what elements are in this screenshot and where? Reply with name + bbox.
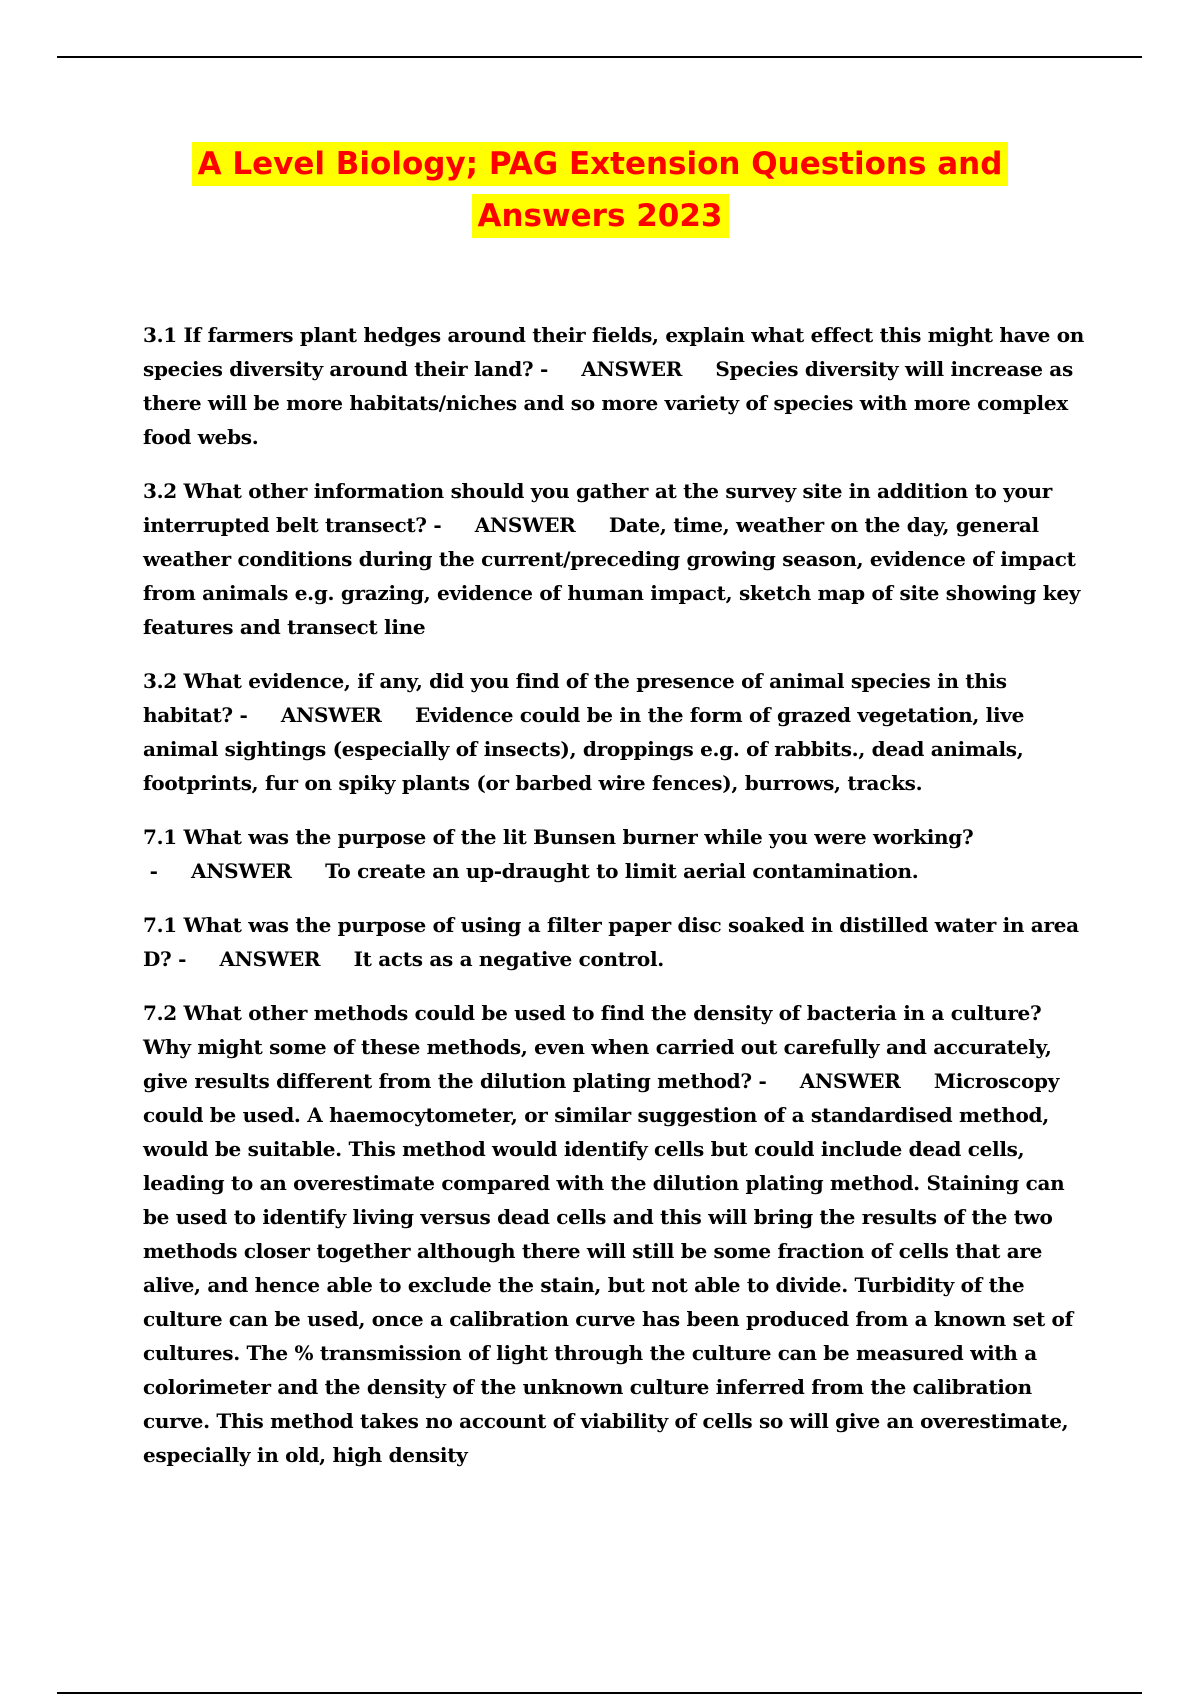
answer-label: ANSWER <box>219 947 321 971</box>
title-line-2: Answers 2023 <box>472 194 729 238</box>
answer-gap <box>901 1069 934 1093</box>
answer-label: ANSWER <box>474 513 576 537</box>
answer-label: ANSWER <box>280 703 382 727</box>
document-title <box>0 142 1200 246</box>
qa-item <box>143 820 1093 888</box>
qa-item <box>143 318 1093 454</box>
separator: - <box>533 357 582 381</box>
separator: - <box>232 703 281 727</box>
question-text: 3.2 What evidence, if any, did you find of the presence of animal species in this habitat? <box>143 669 1007 727</box>
question-text: 7.2 What other methods could be used to find the density of bacteria in a culture? Why might some of these methods, even when carried out carefully and accurately, give results different from the dilution plating method? <box>143 1001 1052 1093</box>
answer-text: It acts as a negative control. <box>353 947 664 971</box>
title-line-1: A Level Biology; PAG Extension Questions and <box>192 142 1009 186</box>
answer-text: To create an up-draught to limit aerial contamination. <box>325 859 919 883</box>
answer-text: Species diversity will increase as there will be more habitats/niches and so more variety of species with more complex food webs. <box>143 357 1073 449</box>
question-text: 3.1 If farmers plant hedges around their fields, explain what effect this might have on species diversity around their land? <box>143 323 1084 381</box>
bottom-rule <box>57 1692 1142 1694</box>
separator: - <box>143 859 191 883</box>
answer-gap <box>682 357 715 381</box>
qa-item <box>143 996 1093 1472</box>
question-text: 7.1 What was the purpose of the lit Bunsen burner while you were working? <box>143 825 974 849</box>
qa-item <box>143 908 1093 976</box>
qa-item <box>143 664 1093 800</box>
separator: - <box>171 947 220 971</box>
answer-label: ANSWER <box>190 859 292 883</box>
answer-gap <box>575 513 608 537</box>
answer-text: Date, time, weather on the day, general weather conditions during the current/preceding growing season, evidence of impact from animals e.g. grazing, evidence of human impact, sketch map of site showing key features and transect line <box>143 513 1081 639</box>
answer-gap <box>382 703 415 727</box>
separator: - <box>751 1069 800 1093</box>
answer-text: Evidence could be in the form of grazed vegetation, live animal sightings (especially of insects), droppings e.g. of rabbits., dead animals, footprints, fur on spiky plants (or barbed wire fences), burrows, tracks. <box>143 703 1025 795</box>
answer-gap <box>292 859 325 883</box>
question-text: 3.2 What other information should you gather at the survey site in addition to your interrupted belt transect? <box>143 479 1052 537</box>
top-rule <box>57 56 1142 58</box>
answer-label: ANSWER <box>799 1069 901 1093</box>
qa-list <box>143 318 1093 1492</box>
answer-text: Microscopy could be used. A haemocytometer, or similar suggestion of a standardised method, would be suitable. This method would identify cells but could include dead cells, leading to an overestimate compared with the dilution plating method. Staining can be used to identify living versus dead cells and this will bring the results of the two methods closer together although there will still be some fraction of cells that are alive, and hence able to exclude the stain, but not able to divide. Turbidity of the culture can be used, once a calibration curve has been produced from a known set of cultures. The % transmission of light through the culture can be measured with a colorimeter and the density of the unknown culture inferred from the calibration curve. This method takes no account of viability of cells so will give an overestimate, especially in old, high density <box>143 1069 1073 1467</box>
separator: - <box>426 513 475 537</box>
question-text: 7.1 What was the purpose of using a filter paper disc soaked in distilled water in area D? <box>143 913 1079 971</box>
qa-item <box>143 474 1093 644</box>
answer-gap <box>320 947 353 971</box>
answer-label: ANSWER <box>581 357 683 381</box>
